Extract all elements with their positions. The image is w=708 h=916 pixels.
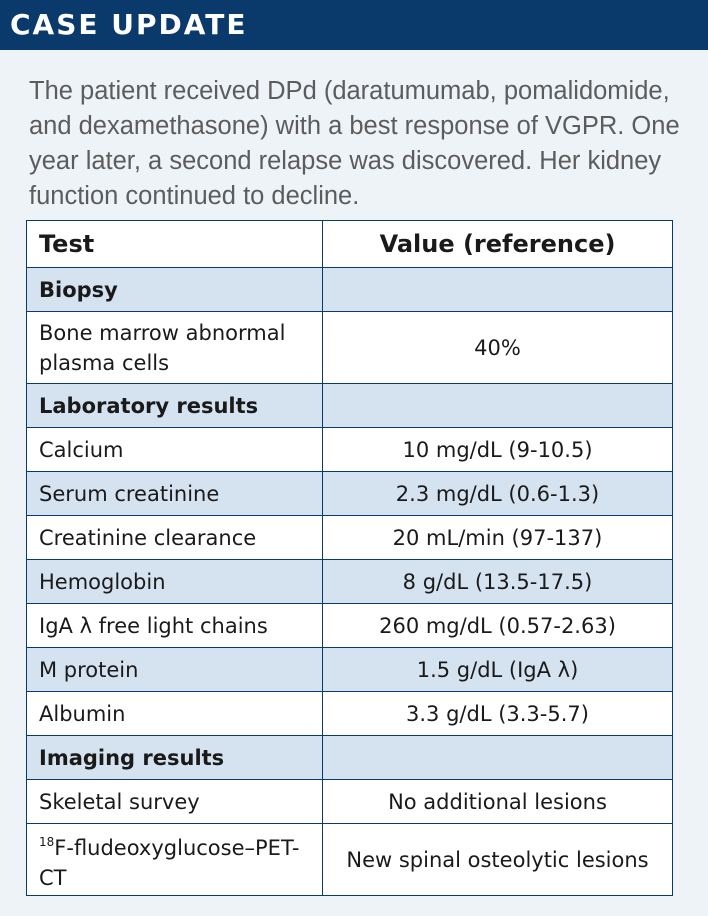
- case-update-header: [0, 0, 708, 50]
- test-name: Serum creatinine: [27, 472, 323, 516]
- test-name: Hemoglobin: [27, 560, 323, 604]
- table-row: [27, 312, 673, 384]
- test-name: M protein: [27, 648, 323, 692]
- section-row-imaging: [27, 736, 673, 780]
- test-value: 20 mL/min (97-137): [323, 516, 673, 560]
- section-empty-cell: [323, 736, 673, 780]
- table-row: [27, 648, 673, 692]
- test-value: No additional lesions: [323, 780, 673, 824]
- table-row: [27, 604, 673, 648]
- table-row: [27, 780, 673, 824]
- test-value: 3.3 g/dL (3.3-5.7): [323, 692, 673, 736]
- test-value: 1.5 g/dL (IgA λ): [323, 648, 673, 692]
- table-row: [27, 516, 673, 560]
- test-name: IgA λ free light chains: [27, 604, 323, 648]
- test-name: Skeletal survey: [27, 780, 323, 824]
- section-empty-cell: [323, 384, 673, 428]
- table-row: [27, 428, 673, 472]
- table-row: [27, 824, 673, 896]
- section-empty-cell: [323, 268, 673, 312]
- test-value: 40%: [323, 312, 673, 384]
- test-name: Calcium: [27, 428, 323, 472]
- test-name: Bone marrow abnormal plasma cells: [27, 312, 323, 384]
- test-name: [27, 824, 323, 896]
- test-name: Albumin: [27, 692, 323, 736]
- test-value: New spinal osteolytic lesions: [323, 824, 673, 896]
- section-title: Imaging results: [27, 736, 323, 780]
- test-value: 260 mg/dL (0.57-2.63): [323, 604, 673, 648]
- column-header-value: Value (reference): [323, 221, 673, 268]
- section-title: Biopsy: [27, 268, 323, 312]
- section-row-biopsy: [27, 268, 673, 312]
- section-title: Laboratory results: [27, 384, 323, 428]
- table-row: [27, 692, 673, 736]
- table-row: [27, 472, 673, 516]
- test-value: 8 g/dL (13.5-17.5): [323, 560, 673, 604]
- intro-paragraph: The patient received DPd (daratumumab, pomalidomide, and dexamethasone) with a best response of VGPR. One year later, a second relapse was discovered. Her kidney function continued to decline.: [29, 77, 680, 210]
- header-title: CASE UPDATE: [10, 8, 248, 41]
- test-value: 2.3 mg/dL (0.6-1.3): [323, 472, 673, 516]
- isotope-superscript: 18: [39, 834, 55, 849]
- results-table: [26, 220, 673, 896]
- table-header-row: [27, 221, 673, 268]
- table-row: [27, 560, 673, 604]
- test-name: Creatinine clearance: [27, 516, 323, 560]
- test-name-text: F-fludeoxyglucose–PET-CT: [39, 835, 300, 890]
- test-value: 10 mg/dL (9-10.5): [323, 428, 673, 472]
- section-row-laboratory: [27, 384, 673, 428]
- column-header-test: Test: [27, 221, 323, 268]
